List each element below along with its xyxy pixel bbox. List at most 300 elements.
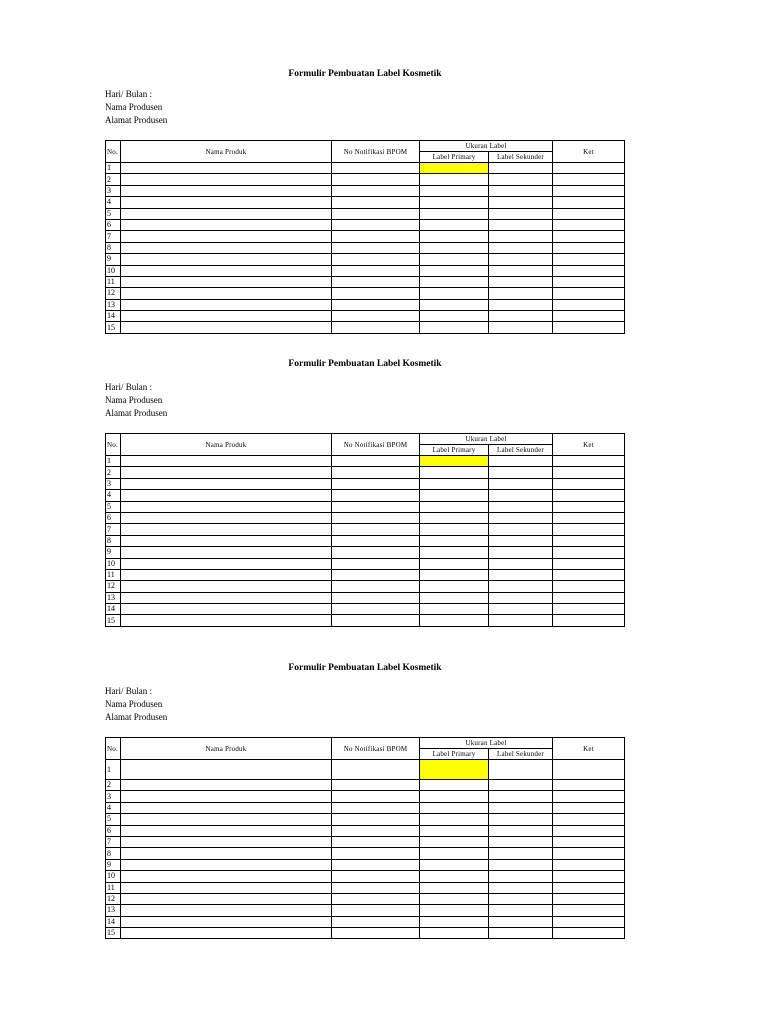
notes-cell[interactable] xyxy=(553,825,625,836)
table-row xyxy=(106,825,625,836)
bpom-number-cell[interactable] xyxy=(332,905,420,916)
notes-cell[interactable] xyxy=(553,882,625,893)
bpom-number-cell[interactable] xyxy=(332,456,420,467)
header-label-size: Ukuran Label xyxy=(420,434,553,445)
label-secondary-cell[interactable] xyxy=(489,322,553,333)
label-primary-cell[interactable] xyxy=(420,185,489,196)
label-secondary-cell[interactable] xyxy=(489,859,553,870)
bpom-number-cell[interactable] xyxy=(332,197,420,208)
table-row xyxy=(106,512,625,523)
row-number: 4 xyxy=(106,490,121,501)
product-name-cell[interactable] xyxy=(121,547,332,558)
bpom-number-cell[interactable] xyxy=(332,615,420,626)
notes-cell[interactable] xyxy=(553,569,625,580)
notes-cell[interactable] xyxy=(553,185,625,196)
label-secondary-cell[interactable] xyxy=(489,780,553,791)
row-number: 7 xyxy=(106,231,121,242)
row-number: 3 xyxy=(106,478,121,489)
notes-cell[interactable] xyxy=(553,311,625,322)
product-name-cell[interactable] xyxy=(121,802,332,813)
header-label-size: Ukuran Label xyxy=(420,738,553,749)
product-name-cell[interactable] xyxy=(121,208,332,219)
bpom-number-cell[interactable] xyxy=(332,928,420,939)
label-primary-cell[interactable] xyxy=(420,467,489,478)
product-name-cell[interactable] xyxy=(121,524,332,535)
table-row xyxy=(106,322,625,333)
row-number: 12 xyxy=(106,581,121,592)
bpom-number-cell[interactable] xyxy=(332,558,420,569)
label-secondary-cell[interactable] xyxy=(489,197,553,208)
table-row xyxy=(106,848,625,859)
label-secondary-cell[interactable] xyxy=(489,288,553,299)
product-name-cell[interactable] xyxy=(121,893,332,904)
label-primary-cell[interactable] xyxy=(420,299,489,310)
label-table xyxy=(105,737,625,939)
producer-address-label: Alamat Produsen xyxy=(105,408,168,418)
date-field-label: Hari/ Bulan : xyxy=(105,686,152,696)
label-secondary-cell[interactable] xyxy=(489,524,553,535)
bpom-number-cell[interactable] xyxy=(332,231,420,242)
form-title: Formulir Pembuatan Label Kosmetik xyxy=(288,69,442,79)
product-name-cell[interactable] xyxy=(121,299,332,310)
table-row xyxy=(106,535,625,546)
notes-cell[interactable] xyxy=(553,581,625,592)
notes-cell[interactable] xyxy=(553,467,625,478)
label-secondary-cell[interactable] xyxy=(489,512,553,523)
notes-cell[interactable] xyxy=(553,928,625,939)
row-number: 15 xyxy=(106,322,121,333)
notes-cell[interactable] xyxy=(553,208,625,219)
label-secondary-cell[interactable] xyxy=(489,265,553,276)
bpom-number-cell[interactable] xyxy=(332,547,420,558)
label-secondary-cell[interactable] xyxy=(489,893,553,904)
bpom-number-cell[interactable] xyxy=(332,501,420,512)
label-primary-cell[interactable] xyxy=(420,219,489,230)
notes-cell[interactable] xyxy=(553,276,625,287)
bpom-number-cell[interactable] xyxy=(332,490,420,501)
bpom-number-cell[interactable] xyxy=(332,791,420,802)
product-name-cell[interactable] xyxy=(121,569,332,580)
row-number: 8 xyxy=(106,242,121,253)
bpom-number-cell[interactable] xyxy=(332,760,420,780)
notes-cell[interactable] xyxy=(553,615,625,626)
product-name-cell[interactable] xyxy=(121,871,332,882)
label-primary-cell[interactable] xyxy=(420,814,489,825)
notes-cell[interactable] xyxy=(553,848,625,859)
notes-cell[interactable] xyxy=(553,512,625,523)
header-product-name: Nama Produk xyxy=(121,141,332,163)
table-row xyxy=(106,928,625,939)
table-row xyxy=(106,581,625,592)
table-row xyxy=(106,299,625,310)
bpom-number-cell[interactable] xyxy=(332,814,420,825)
row-number: 12 xyxy=(106,288,121,299)
bpom-number-cell[interactable] xyxy=(332,185,420,196)
notes-cell[interactable] xyxy=(553,242,625,253)
notes-cell[interactable] xyxy=(553,780,625,791)
bpom-number-cell[interactable] xyxy=(332,569,420,580)
bpom-number-cell[interactable] xyxy=(332,871,420,882)
header-label-primary: Label Primary xyxy=(420,152,489,163)
label-secondary-cell[interactable] xyxy=(489,547,553,558)
label-secondary-cell[interactable] xyxy=(489,174,553,185)
table-row xyxy=(106,254,625,265)
label-primary-cell[interactable] xyxy=(420,535,489,546)
product-name-cell[interactable] xyxy=(121,859,332,870)
label-secondary-cell[interactable] xyxy=(489,276,553,287)
label-secondary-cell[interactable] xyxy=(489,916,553,927)
bpom-number-cell[interactable] xyxy=(332,219,420,230)
product-name-cell[interactable] xyxy=(121,254,332,265)
label-secondary-cell[interactable] xyxy=(489,467,553,478)
label-secondary-cell[interactable] xyxy=(489,791,553,802)
product-name-cell[interactable] xyxy=(121,581,332,592)
table-row xyxy=(106,276,625,287)
label-secondary-cell[interactable] xyxy=(489,836,553,847)
label-primary-cell[interactable] xyxy=(420,592,489,603)
notes-cell[interactable] xyxy=(553,231,625,242)
row-number: 3 xyxy=(106,791,121,802)
product-name-cell[interactable] xyxy=(121,615,332,626)
bpom-number-cell[interactable] xyxy=(332,859,420,870)
bpom-number-cell[interactable] xyxy=(332,882,420,893)
table-row xyxy=(106,615,625,626)
header-bpom-number: No Notifikasi BPOM xyxy=(332,738,420,760)
product-name-cell[interactable] xyxy=(121,905,332,916)
producer-name-label: Nama Produsen xyxy=(105,102,163,112)
row-number: 9 xyxy=(106,254,121,265)
label-primary-cell[interactable] xyxy=(420,512,489,523)
label-primary-cell[interactable] xyxy=(420,569,489,580)
row-number: 6 xyxy=(106,219,121,230)
label-primary-cell[interactable] xyxy=(420,478,489,489)
label-primary-cell[interactable] xyxy=(420,254,489,265)
label-secondary-cell[interactable] xyxy=(489,592,553,603)
label-primary-cell[interactable] xyxy=(420,265,489,276)
label-primary-cell[interactable] xyxy=(420,524,489,535)
product-name-cell[interactable] xyxy=(121,174,332,185)
product-name-cell[interactable] xyxy=(121,791,332,802)
label-primary-cell[interactable] xyxy=(420,547,489,558)
product-name-cell[interactable] xyxy=(121,490,332,501)
notes-cell[interactable] xyxy=(553,859,625,870)
bpom-number-cell[interactable] xyxy=(332,604,420,615)
bpom-number-cell[interactable] xyxy=(332,254,420,265)
product-name-cell[interactable] xyxy=(121,604,332,615)
label-secondary-cell[interactable] xyxy=(489,569,553,580)
label-primary-cell[interactable] xyxy=(420,163,489,174)
bpom-number-cell[interactable] xyxy=(332,802,420,813)
product-name-cell[interactable] xyxy=(121,928,332,939)
table-row xyxy=(106,231,625,242)
bpom-number-cell[interactable] xyxy=(332,592,420,603)
label-secondary-cell[interactable] xyxy=(489,501,553,512)
label-secondary-cell[interactable] xyxy=(489,456,553,467)
table-row xyxy=(106,802,625,813)
row-number: 14 xyxy=(106,604,121,615)
bpom-number-cell[interactable] xyxy=(332,848,420,859)
bpom-number-cell[interactable] xyxy=(332,893,420,904)
header-row xyxy=(106,738,625,749)
bpom-number-cell[interactable] xyxy=(332,208,420,219)
label-secondary-cell[interactable] xyxy=(489,882,553,893)
label-secondary-cell[interactable] xyxy=(489,299,553,310)
notes-cell[interactable] xyxy=(553,322,625,333)
label-primary-cell[interactable] xyxy=(420,208,489,219)
row-number: 10 xyxy=(106,871,121,882)
label-primary-cell[interactable] xyxy=(420,490,489,501)
header-label-secondary: Label Sekunder xyxy=(489,152,553,163)
header-notes: Ket xyxy=(553,738,625,760)
bpom-number-cell[interactable] xyxy=(332,311,420,322)
bpom-number-cell[interactable] xyxy=(332,276,420,287)
bpom-number-cell[interactable] xyxy=(332,174,420,185)
product-name-cell[interactable] xyxy=(121,825,332,836)
table-row xyxy=(106,871,625,882)
label-primary-cell[interactable] xyxy=(420,197,489,208)
bpom-number-cell[interactable] xyxy=(332,916,420,927)
notes-cell[interactable] xyxy=(553,501,625,512)
notes-cell[interactable] xyxy=(553,299,625,310)
label-secondary-cell[interactable] xyxy=(489,825,553,836)
label-primary-cell[interactable] xyxy=(420,581,489,592)
label-primary-cell[interactable] xyxy=(420,558,489,569)
product-name-cell[interactable] xyxy=(121,780,332,791)
notes-cell[interactable] xyxy=(553,802,625,813)
label-primary-cell[interactable] xyxy=(420,242,489,253)
header-notes: Ket xyxy=(553,141,625,163)
row-number: 6 xyxy=(106,512,121,523)
label-primary-cell[interactable] xyxy=(420,859,489,870)
bpom-number-cell[interactable] xyxy=(332,512,420,523)
label-primary-cell[interactable] xyxy=(420,501,489,512)
notes-cell[interactable] xyxy=(553,197,625,208)
table-row xyxy=(106,242,625,253)
row-number: 4 xyxy=(106,802,121,813)
table-row xyxy=(106,478,625,489)
notes-cell[interactable] xyxy=(553,174,625,185)
label-secondary-cell[interactable] xyxy=(489,490,553,501)
label-primary-cell[interactable] xyxy=(420,288,489,299)
bpom-number-cell[interactable] xyxy=(332,535,420,546)
product-name-cell[interactable] xyxy=(121,265,332,276)
product-name-cell[interactable] xyxy=(121,163,332,174)
label-secondary-cell[interactable] xyxy=(489,814,553,825)
label-secondary-cell[interactable] xyxy=(489,478,553,489)
row-number: 2 xyxy=(106,780,121,791)
bpom-number-cell[interactable] xyxy=(332,322,420,333)
label-primary-cell[interactable] xyxy=(420,456,489,467)
label-primary-cell[interactable] xyxy=(420,322,489,333)
product-name-cell[interactable] xyxy=(121,592,332,603)
label-primary-cell[interactable] xyxy=(420,871,489,882)
label-primary-cell[interactable] xyxy=(420,780,489,791)
product-name-cell[interactable] xyxy=(121,836,332,847)
product-name-cell[interactable] xyxy=(121,276,332,287)
label-primary-cell[interactable] xyxy=(420,825,489,836)
header-bpom-number: No Notifikasi BPOM xyxy=(332,434,420,456)
notes-cell[interactable] xyxy=(553,592,625,603)
label-primary-cell[interactable] xyxy=(420,276,489,287)
product-name-cell[interactable] xyxy=(121,219,332,230)
row-number: 6 xyxy=(106,825,121,836)
label-secondary-cell[interactable] xyxy=(489,802,553,813)
label-secondary-cell[interactable] xyxy=(489,928,553,939)
label-secondary-cell[interactable] xyxy=(489,185,553,196)
notes-cell[interactable] xyxy=(553,604,625,615)
table-row xyxy=(106,814,625,825)
product-name-cell[interactable] xyxy=(121,242,332,253)
row-number: 8 xyxy=(106,535,121,546)
label-primary-cell[interactable] xyxy=(420,848,489,859)
label-table xyxy=(105,433,625,627)
notes-cell[interactable] xyxy=(553,265,625,276)
label-secondary-cell[interactable] xyxy=(489,558,553,569)
notes-cell[interactable] xyxy=(553,760,625,780)
notes-cell[interactable] xyxy=(553,836,625,847)
label-primary-cell[interactable] xyxy=(420,311,489,322)
bpom-number-cell[interactable] xyxy=(332,163,420,174)
label-secondary-cell[interactable] xyxy=(489,231,553,242)
row-number: 11 xyxy=(106,276,121,287)
product-name-cell[interactable] xyxy=(121,558,332,569)
notes-cell[interactable] xyxy=(553,893,625,904)
notes-cell[interactable] xyxy=(553,254,625,265)
row-number: 7 xyxy=(106,836,121,847)
row-number: 2 xyxy=(106,467,121,478)
product-name-cell[interactable] xyxy=(121,322,332,333)
table-row xyxy=(106,208,625,219)
table-row xyxy=(106,547,625,558)
producer-address-label: Alamat Produsen xyxy=(105,115,168,125)
row-number: 5 xyxy=(106,501,121,512)
bpom-number-cell[interactable] xyxy=(332,524,420,535)
label-secondary-cell[interactable] xyxy=(489,905,553,916)
row-number: 1 xyxy=(106,760,121,780)
product-name-cell[interactable] xyxy=(121,512,332,523)
label-secondary-cell[interactable] xyxy=(489,760,553,780)
label-secondary-cell[interactable] xyxy=(489,615,553,626)
label-secondary-cell[interactable] xyxy=(489,311,553,322)
product-name-cell[interactable] xyxy=(121,501,332,512)
product-name-cell[interactable] xyxy=(121,456,332,467)
notes-cell[interactable] xyxy=(553,163,625,174)
product-name-cell[interactable] xyxy=(121,814,332,825)
label-secondary-cell[interactable] xyxy=(489,848,553,859)
header-row xyxy=(106,141,625,152)
row-number: 13 xyxy=(106,299,121,310)
label-secondary-cell[interactable] xyxy=(489,871,553,882)
row-number: 12 xyxy=(106,893,121,904)
row-number: 13 xyxy=(106,905,121,916)
product-name-cell[interactable] xyxy=(121,467,332,478)
row-number: 14 xyxy=(106,311,121,322)
product-name-cell[interactable] xyxy=(121,535,332,546)
notes-cell[interactable] xyxy=(553,547,625,558)
date-field-label: Hari/ Bulan : xyxy=(105,382,152,392)
notes-cell[interactable] xyxy=(553,791,625,802)
product-name-cell[interactable] xyxy=(121,848,332,859)
bpom-number-cell[interactable] xyxy=(332,581,420,592)
label-secondary-cell[interactable] xyxy=(489,219,553,230)
notes-cell[interactable] xyxy=(553,814,625,825)
notes-cell[interactable] xyxy=(553,524,625,535)
label-secondary-cell[interactable] xyxy=(489,242,553,253)
label-secondary-cell[interactable] xyxy=(489,535,553,546)
row-number: 4 xyxy=(106,197,121,208)
product-name-cell[interactable] xyxy=(121,882,332,893)
label-primary-cell[interactable] xyxy=(420,604,489,615)
label-primary-cell[interactable] xyxy=(420,231,489,242)
notes-cell[interactable] xyxy=(553,490,625,501)
header-no: No. xyxy=(106,141,121,163)
label-secondary-cell[interactable] xyxy=(489,604,553,615)
label-primary-cell[interactable] xyxy=(420,174,489,185)
header-no: No. xyxy=(106,738,121,760)
notes-cell[interactable] xyxy=(553,916,625,927)
bpom-number-cell[interactable] xyxy=(332,836,420,847)
label-secondary-cell[interactable] xyxy=(489,581,553,592)
table-row xyxy=(106,905,625,916)
header-label-secondary: Label Sekunder xyxy=(489,445,553,456)
product-name-cell[interactable] xyxy=(121,231,332,242)
notes-cell[interactable] xyxy=(553,871,625,882)
label-primary-cell[interactable] xyxy=(420,928,489,939)
product-name-cell[interactable] xyxy=(121,760,332,780)
table-row xyxy=(106,490,625,501)
label-primary-cell[interactable] xyxy=(420,882,489,893)
table-row xyxy=(106,174,625,185)
label-primary-cell[interactable] xyxy=(420,836,489,847)
product-name-cell[interactable] xyxy=(121,478,332,489)
notes-cell[interactable] xyxy=(553,478,625,489)
notes-cell[interactable] xyxy=(553,456,625,467)
label-primary-cell[interactable] xyxy=(420,791,489,802)
table-row xyxy=(106,524,625,535)
label-primary-cell[interactable] xyxy=(420,893,489,904)
notes-cell[interactable] xyxy=(553,219,625,230)
bpom-number-cell[interactable] xyxy=(332,478,420,489)
bpom-number-cell[interactable] xyxy=(332,825,420,836)
label-primary-cell[interactable] xyxy=(420,615,489,626)
row-number: 9 xyxy=(106,859,121,870)
bpom-number-cell[interactable] xyxy=(332,288,420,299)
label-table xyxy=(105,140,625,334)
bpom-number-cell[interactable] xyxy=(332,242,420,253)
bpom-number-cell[interactable] xyxy=(332,299,420,310)
label-primary-cell[interactable] xyxy=(420,905,489,916)
product-name-cell[interactable] xyxy=(121,197,332,208)
label-primary-cell[interactable] xyxy=(420,802,489,813)
label-secondary-cell[interactable] xyxy=(489,163,553,174)
producer-name-label: Nama Produsen xyxy=(105,395,163,405)
notes-cell[interactable] xyxy=(553,905,625,916)
product-name-cell[interactable] xyxy=(121,311,332,322)
label-primary-cell[interactable] xyxy=(420,916,489,927)
label-secondary-cell[interactable] xyxy=(489,208,553,219)
bpom-number-cell[interactable] xyxy=(332,265,420,276)
notes-cell[interactable] xyxy=(553,558,625,569)
label-secondary-cell[interactable] xyxy=(489,254,553,265)
notes-cell[interactable] xyxy=(553,535,625,546)
bpom-number-cell[interactable] xyxy=(332,780,420,791)
bpom-number-cell[interactable] xyxy=(332,467,420,478)
notes-cell[interactable] xyxy=(553,288,625,299)
product-name-cell[interactable] xyxy=(121,185,332,196)
label-primary-cell[interactable] xyxy=(420,760,489,780)
product-name-cell[interactable] xyxy=(121,288,332,299)
product-name-cell[interactable] xyxy=(121,916,332,927)
